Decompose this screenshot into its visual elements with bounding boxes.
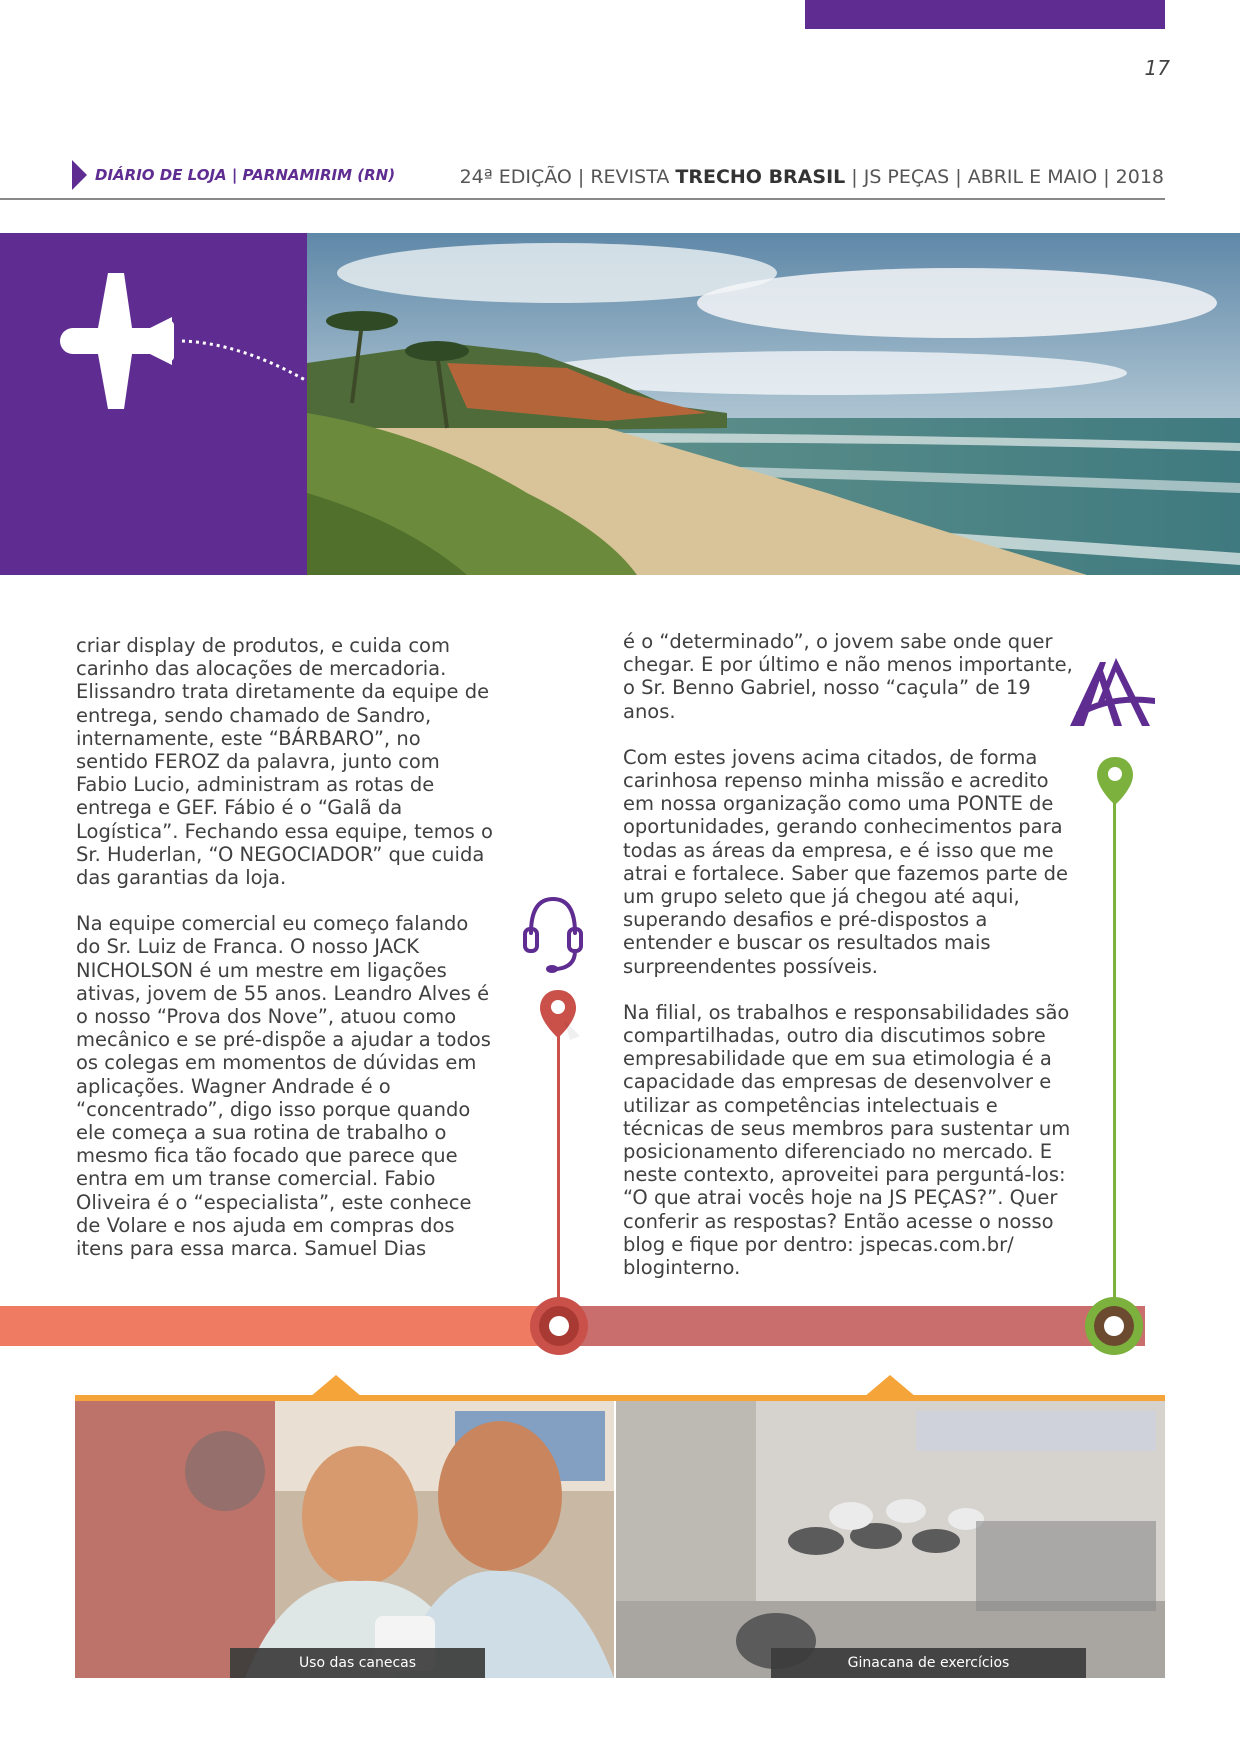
- timeline-node-red: [529, 1296, 591, 1358]
- paragraph: Na filial, os trabalhos e responsabilidades são compartilhadas, outro dia discutimos sobre empresabilidade que em sua etimologia é a capacidade das empresas de desenvolver e utilizar as competências intelectuais e técnicas de seus membros para sustentar um posicionamento diferenciado no mercado. E neste contexto, aproveitei para perguntá-los: “O que atrai vocês hoje na JS PEÇAS?”. Quer conferir as respostas? Então acesse o nosso blog e fique por dentro: jspecas.com.br/ bloginterno.: [623, 1000, 1071, 1280]
- pointer-triangle: [864, 1375, 916, 1397]
- paragraph: Com estes jovens acima citados, de forma carinhosa repenso minha missão e acredito em nossa organização como uma PONTE de oportunidades, gerando conhecimentos para todas as áreas da empresa, e é isso que me atrai e fortalece. Saber que fazemos parte de um grupo seleto que já chegou até aqui, superando desafios e pré-dispostos a entender e buscar os resultados mais surpreendentes possíveis.: [623, 745, 1069, 978]
- photo-ginacana: [616, 1401, 1165, 1678]
- paragraph: Na equipe comercial eu começo falando do Sr. Luiz de Franca. O nosso JACK NICHOLSON é um mestre em ligações ativas, jovem de 55 anos. Leandro Alves é o nosso “Prova dos Nove”, atuou como mecânico e se pré-dispõe a ajudar a todos os colegas em momentos de dúvidas em aplicações. Wagner Andrade é o “concentrado”, digo isso porque quando ele começa a sua rotina de trabalho o mesmo fica tão focado que parece que entra em um transe comercial. Fabio Oliveira é o “especialista”, este conhece de Volare e nos ajuda em compras dos itens para essa marca. Samuel Dias: [76, 912, 491, 1261]
- edition-line: [460, 166, 1164, 188]
- top-accent-bar: [805, 0, 1165, 29]
- trecho-brasil-logo: [1070, 652, 1155, 726]
- headset-icon: [521, 893, 585, 975]
- edition-prefix: 24ª EDIÇÃO | REVISTA: [459, 166, 676, 188]
- timeline-bar-coral: [0, 1306, 560, 1346]
- photo-caption: Ginacana de exercícios: [771, 1648, 1086, 1678]
- triangle-marker-icon: [72, 160, 87, 190]
- header-rule: [0, 198, 1165, 200]
- section-title: DIÁRIO DE LOJA | PARNAMIRIM (RN): [95, 166, 396, 184]
- timeline-node-green: [1084, 1296, 1146, 1358]
- photo-caption: Uso das canecas: [230, 1648, 485, 1678]
- airplane-icon: [0, 233, 307, 575]
- article-column-right: [623, 630, 1078, 1302]
- timeline-bar-rose: [560, 1306, 1145, 1346]
- map-pin-icon: [1097, 757, 1137, 817]
- paragraph: criar display de produtos, e cuida com carinho das alocações de mercadoria. Elissandro trata diretamente da equipe de entrega, sendo chamado de Sandro, internamente, este “BÁRBARO”, no sentido FEROZ da palavra, junto com Fabio Lucio, administram as rotas de entrega e GEF. Fábio é o “Galã da Logística”. Fechando essa equipe, temos o Sr. Huderlan, “O NEGOCIADOR” que cuida das garantias da loja.: [76, 634, 493, 890]
- timeline-line-green: [1113, 803, 1116, 1300]
- edition-suffix: | JS PEÇAS | ABRIL E MAIO | 2018: [845, 166, 1164, 188]
- beach-photo: [307, 233, 1240, 575]
- map-pin-icon: [540, 990, 580, 1050]
- section-header: [72, 160, 395, 190]
- pointer-triangle: [310, 1375, 362, 1397]
- article-column-left: [76, 634, 496, 1283]
- hero-purple-panel: [0, 233, 307, 575]
- paragraph: é o “determinado”, o jovem sabe onde quer chegar. E por último e não menos importante, o Sr. Benno Gabriel, nosso “caçula” de 19 anos.: [623, 630, 1073, 723]
- photo-canecas: [75, 1401, 614, 1678]
- page-number: 17: [1144, 56, 1170, 80]
- magazine-name: TRECHO BRASIL: [675, 166, 846, 188]
- timeline-line-red: [557, 1036, 560, 1298]
